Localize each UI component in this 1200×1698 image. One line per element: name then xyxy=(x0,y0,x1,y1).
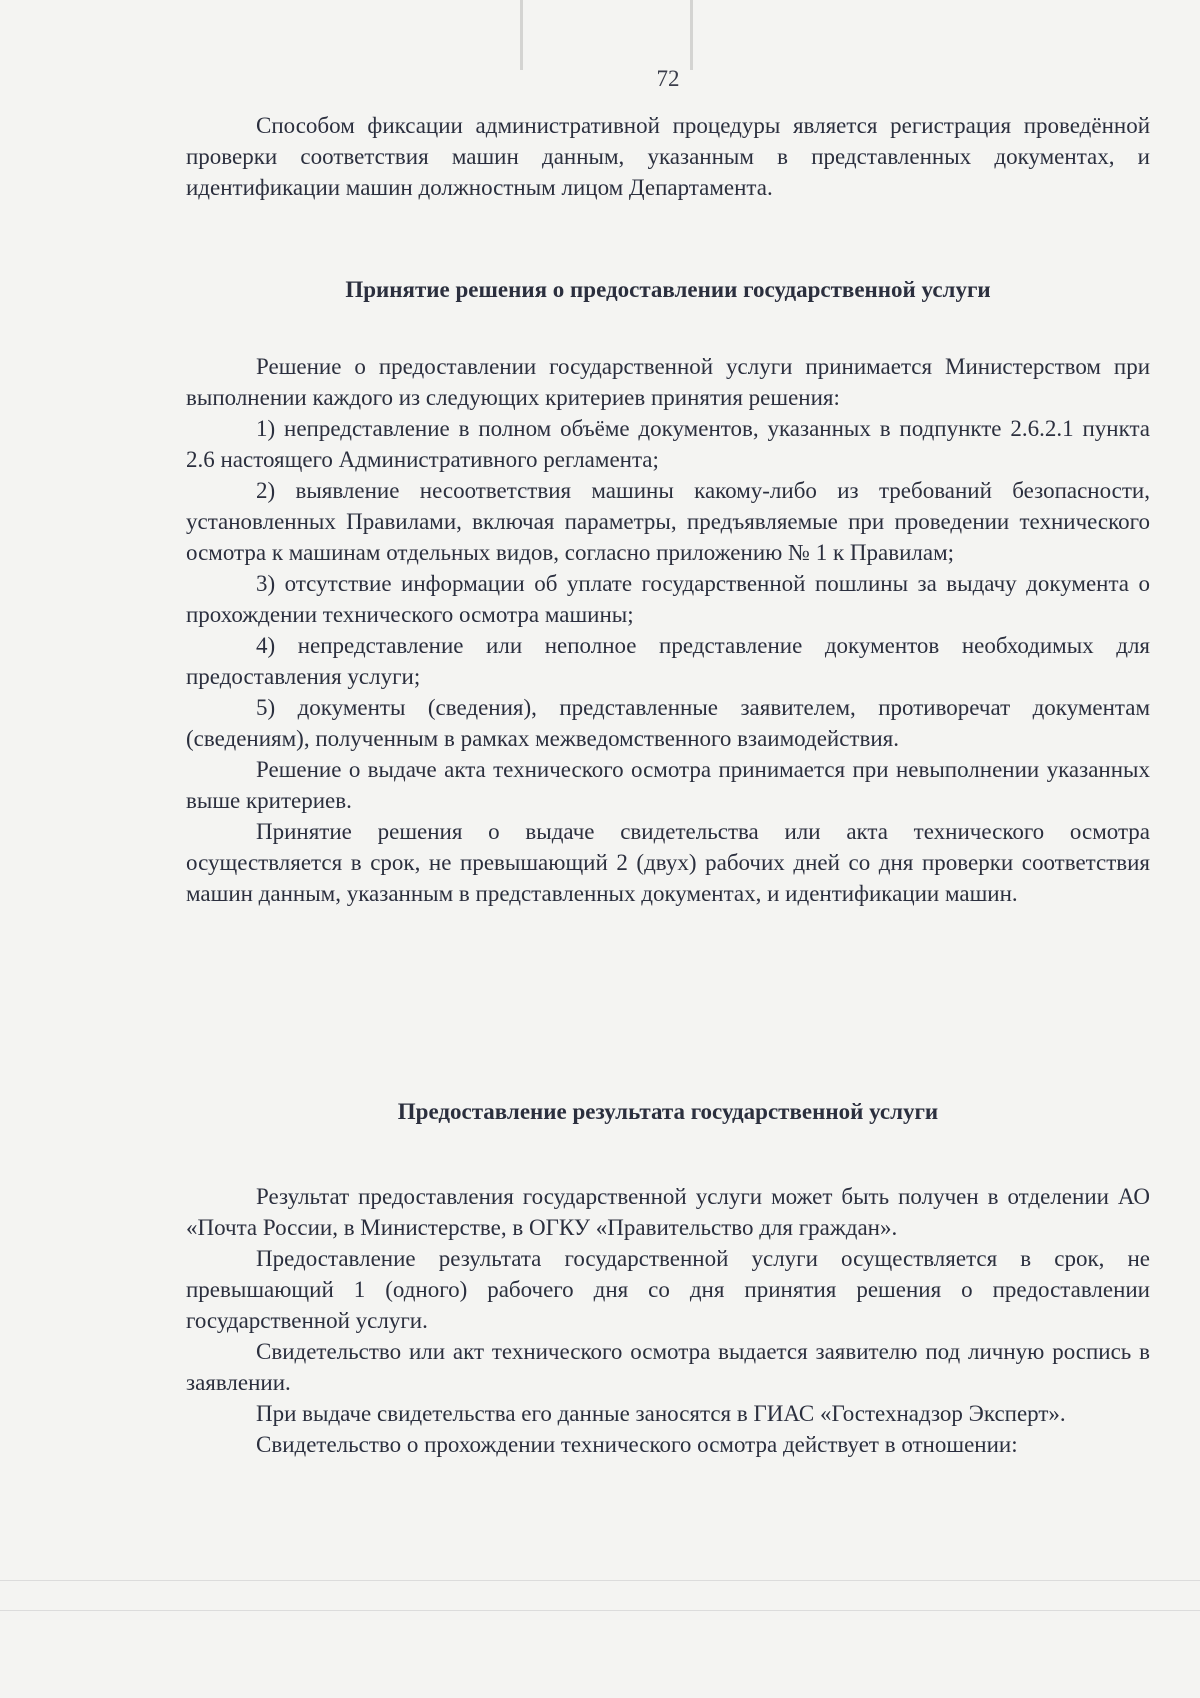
paragraph: Результат предоставления государственной услуги может быть получен в отделении АО «Почта России, в Министерстве, в ОГКУ «Правительство для граждан». xyxy=(186,1184,1150,1240)
paragraph: Свидетельство о прохождении технического осмотра действует в отношении: xyxy=(256,1432,1018,1457)
result-section xyxy=(186,1096,1150,1460)
list-item: 1) непредставление в полном объёме документов, указанных в подпункте 2.6.2.1 пункта 2.6 настоящего Административного регламента; xyxy=(186,416,1150,472)
scan-artifact xyxy=(0,1610,1200,1611)
intro-section xyxy=(186,110,1150,203)
section-heading: Предоставление результата государственной услуги xyxy=(397,1099,939,1124)
page-number: 72 xyxy=(656,66,680,91)
paragraph: При выдаче свидетельства его данные заносятся в ГИАС «Гостехнадзор Эксперт». xyxy=(256,1401,1066,1426)
section-heading: Принятие решения о предоставлении государственной услуги xyxy=(345,277,991,302)
list-item: 3) отсутствие информации об уплате государственной пошлины за выдачу документа о прохождении технического осмотра машины; xyxy=(186,571,1150,627)
scan-artifact xyxy=(690,0,693,70)
paragraph: Способом фиксации административной процедуры является регистрация проведённой проверки соответствия машин данным, указанным в представленных документах, и идентификации машин должностным лицом Департамента. xyxy=(186,113,1150,200)
paragraph: Предоставление результата государственной услуги осуществляется в срок, не превышающий 1 (одного) рабочего дня со дня принятия решения о предоставлении государственной услуги. xyxy=(186,1246,1150,1333)
list-item: 2) выявление несоответствия машины какому-либо из требований безопасности, установленных Правилами, включая параметры, предъявляемые при проведении технического осмотра к машинам отдельных видов, согласно приложению № 1 к Правилам; xyxy=(186,478,1150,565)
scan-artifact xyxy=(0,1580,1200,1581)
paragraph: Решение о предоставлении государственной услуги принимается Министерством при выполнении каждого из следующих критериев принятия решения: xyxy=(186,354,1150,410)
paragraph: Решение о выдаче акта технического осмотра принимается при невыполнении указанных выше критериев. xyxy=(186,757,1150,813)
decision-section xyxy=(186,274,1150,909)
paragraph: Принятие решения о выдаче свидетельства или акта технического осмотра осуществляется в срок, не превышающий 2 (двух) рабочих дней со дня проверки соответствия машин данным, указанным в представленных документах, и идентификации машин. xyxy=(186,819,1150,906)
list-item: 4) непредставление или неполное представление документов необходимых для предоставления услуги; xyxy=(186,633,1150,689)
scan-artifact xyxy=(520,0,523,70)
list-item: 5) документы (сведения), представленные заявителем, противоречат документам (сведениям), полученным в рамках межведомственного взаимодействия. xyxy=(186,695,1150,751)
paragraph: Свидетельство или акт технического осмотра выдается заявителю под личную роспись в заявлении. xyxy=(186,1339,1150,1395)
